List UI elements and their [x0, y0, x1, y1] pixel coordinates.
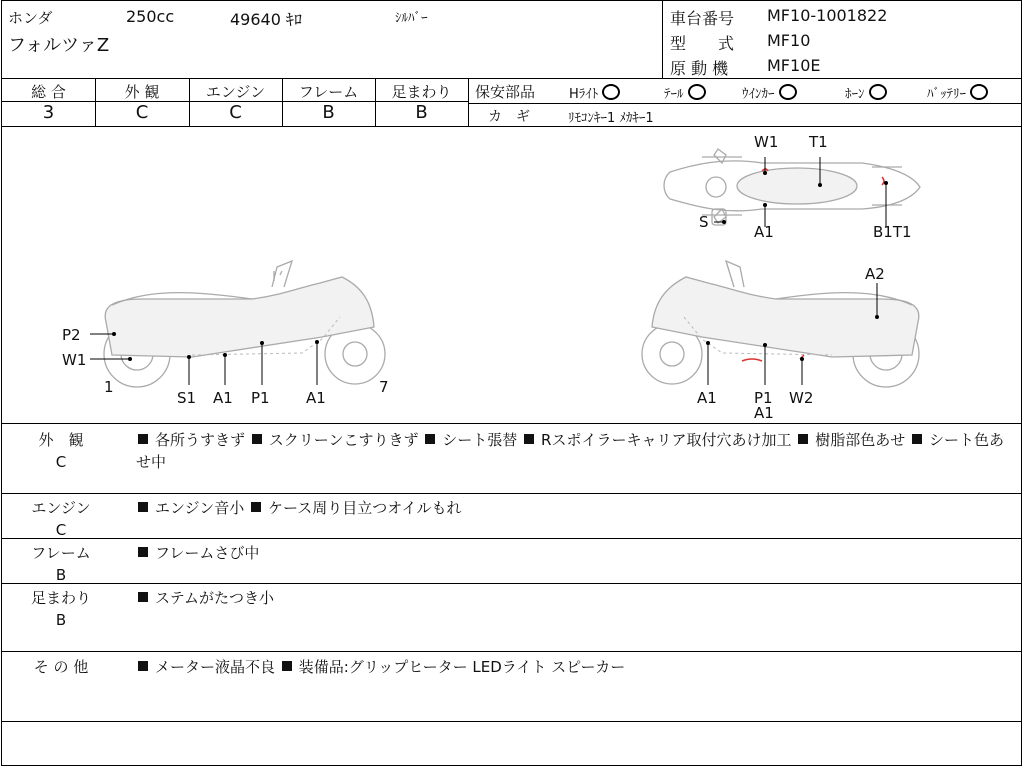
rule [2, 78, 1021, 79]
displacement: 250cc [126, 7, 175, 26]
safety-item-horn: ﾎｰﾝ [845, 83, 887, 102]
damage-label: 7 [379, 378, 389, 396]
ok-circle-icon [602, 84, 620, 100]
score-label-overall: 総 合 [31, 83, 66, 101]
damage-label: S1 [177, 389, 197, 407]
damage-label: A1 [754, 404, 774, 422]
damage-label: P1 [251, 389, 270, 407]
safety-label: 保安部品 [475, 83, 536, 101]
bullet-square-icon [138, 661, 148, 671]
damage-label: W2 [789, 389, 814, 407]
headlight-outline [706, 177, 726, 197]
section-text-frame: フレームさび中 [136, 542, 1016, 564]
bullet-square-icon [138, 434, 148, 444]
frame-no: MF10-1001822 [767, 6, 888, 25]
bullet-square-icon [282, 661, 292, 671]
header-divider [662, 1, 663, 79]
ok-circle-icon [688, 84, 706, 100]
ok-circle-icon [869, 84, 887, 100]
damage-label: A1 [306, 389, 326, 407]
damage-label: W1 [62, 351, 87, 369]
score-label-suspension: 足まわり [391, 83, 452, 101]
section-label-frame: フレーム B [31, 544, 91, 584]
mirror-pair [714, 149, 726, 223]
inspection-sheet [1, 0, 1022, 766]
type-value: MF10 [767, 31, 811, 50]
score-value-engine: C [229, 102, 242, 123]
section-label-exterior: 外 観 C [38, 431, 84, 471]
engine-value: MF10E [767, 56, 821, 75]
maker: ホンダ [8, 9, 53, 27]
scooter-left-view [90, 261, 385, 387]
windscreen [272, 261, 292, 287]
safety-item-winker: ｳｲﾝｶｰ [742, 83, 797, 102]
score-label-frame: フレーム [298, 83, 359, 101]
bullet-square-icon [138, 592, 148, 602]
damage-label: P2 [62, 326, 81, 344]
engine-label: 原 動 機 [670, 59, 729, 78]
ok-circle-icon [779, 84, 797, 100]
bullet-square-icon [425, 434, 435, 444]
score-label-exterior: 外 観 [124, 83, 160, 101]
body-outline [737, 168, 857, 204]
safety-item-battery: ﾊﾞｯﾃﾘｰ [927, 83, 988, 102]
score-value-frame: B [322, 102, 335, 123]
body-panel [105, 277, 374, 357]
section-text-exterior: 各所うすきず スクリーンこすりきず シート張替 Rスポイラーキャリア取付穴あけ加工 樹脂部色あせ シート色あせ中 [136, 431, 1005, 471]
color: ｼﾙﾊﾞｰ [395, 11, 428, 26]
section-label-other: そ の 他 [33, 658, 89, 676]
section-label-engine: エンジン C [31, 499, 91, 539]
damage-label: S [699, 213, 709, 231]
bullet-square-icon [798, 434, 808, 444]
section-label-suspension: 足まわり B [30, 589, 91, 629]
damage-label: A1 [754, 223, 774, 241]
damage-label: T1 [809, 133, 828, 151]
score-value-overall: 3 [42, 102, 55, 123]
score-value-exterior: C [135, 102, 149, 123]
frame-no-label: 車台番号 [670, 9, 735, 28]
model-name: フォルツァZ [8, 35, 110, 56]
damage-label: 1 [104, 378, 114, 396]
damage-label: W1 [754, 133, 779, 151]
section-text-suspension: ステムがたつき小 [136, 587, 1016, 609]
section-text-engine: エンジン音小 ケース周り目立つオイルもれ [136, 497, 1016, 519]
key-value: ﾘﾓｺﾝｷｰ1 ﾒｶｷｰ1 [568, 111, 654, 126]
damage-label: A1 [213, 389, 233, 407]
damage-label: A1 [697, 389, 717, 407]
bullet-square-icon [912, 434, 922, 444]
safety-item-tail: ﾃｰﾙ [664, 83, 706, 102]
windscreen [726, 261, 744, 287]
type-label: 型 式 [670, 34, 735, 53]
damage-label: A2 [865, 265, 885, 283]
bullet-square-icon [138, 547, 148, 557]
score-value-suspension: B [415, 102, 428, 123]
bullet-square-icon [524, 434, 534, 444]
score-label-engine: エンジン [205, 83, 266, 101]
damage-label: P1 [754, 389, 773, 407]
bullet-square-icon [251, 502, 261, 512]
section-text-other: メーター液晶不良 装備品:グリップヒーター LEDライト スピーカー [136, 656, 1016, 678]
mileage: 49640 ｷﾛ [230, 10, 302, 29]
bullet-square-icon [138, 502, 148, 512]
ok-circle-icon [970, 84, 988, 100]
bullet-square-icon [252, 434, 262, 444]
damage-label: B1T1 [873, 223, 912, 241]
key-label: カ ギ [488, 109, 530, 125]
safety-item-headlight: Hﾗｲﾄ [569, 83, 620, 102]
